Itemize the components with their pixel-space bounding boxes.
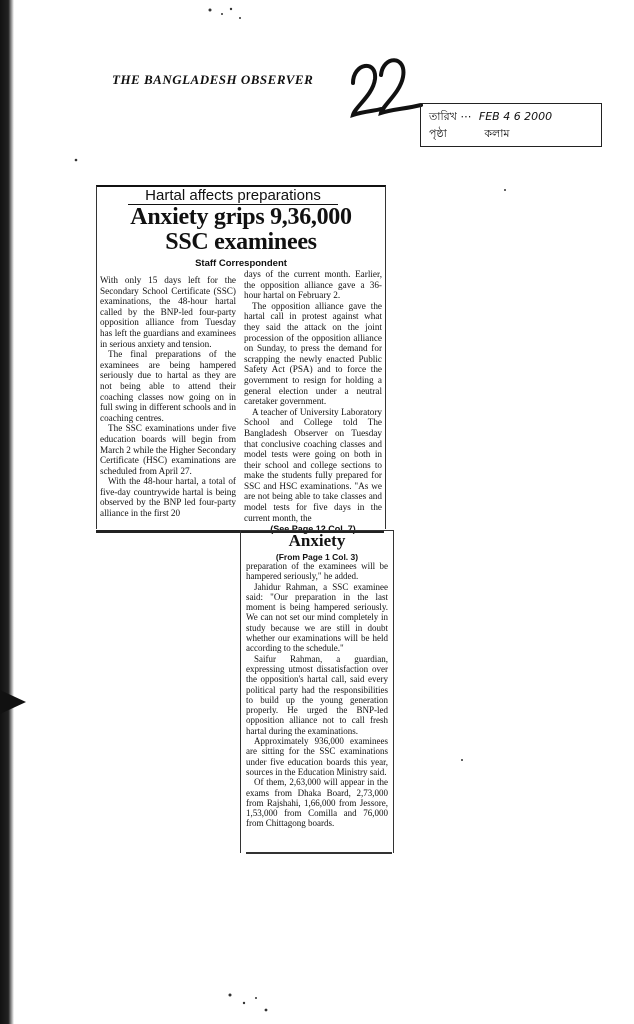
article-clipping bbox=[96, 185, 386, 530]
jump-from-reference: (From Page 1 Col. 3) bbox=[275, 552, 359, 562]
continuation-column bbox=[246, 561, 388, 829]
paragraph: The SSC examinations under five education boards will begin from March 2 while the Higher Secondary Certificate (HSC) examinations are scheduled from April 27. bbox=[100, 423, 236, 476]
article-column-1 bbox=[100, 275, 236, 519]
paragraph: preparation of the examinees will be hampered seriously," he added. bbox=[246, 561, 388, 582]
continuation-clipping bbox=[240, 530, 394, 856]
paragraph: With the 48-hour hartal, a total of five-day countrywide hartal is being observed by the BNP led four-party alliance in the first 20 bbox=[100, 476, 236, 519]
handwritten-page-number bbox=[345, 45, 425, 120]
paragraph: With only 15 days left for the Secondary School Certificate (SSC) examinations, the 48-hour hartal called by the BNP-led four-party opposition alliance from Tuesday has left the guardians and examinees in serious anxiety and tension. bbox=[100, 275, 236, 349]
paragraph: days of the current month. Earlier, the opposition alliance gave a 36-hour hartal on February 2. bbox=[244, 269, 382, 301]
newspaper-masthead: THE BANGLADESH OBSERVER bbox=[112, 72, 314, 87]
paragraph: Approximately 936,000 examinees are sitting for the SSC examinations under five education boards this year, sources in the Education Ministry said. bbox=[246, 736, 388, 777]
paragraph: Saifur Rahman, a guardian, expressing utmost dissatisfaction over the opposition's hartal call, said every political party had the responsibilities to build up the young generation properly. He urged the BNP-led opposition alliance not to call fresh hartal during the examinations. bbox=[246, 653, 388, 736]
paragraph: The opposition alliance gave the hartal call in protest against what they said the attack on the joint procession of the opposition alliance on Sunday, to press the demand for scrapping the newly enacted Public Safety Act (PSA) and to force the government to resign for holding a general election under a neutral caretaker government. bbox=[244, 300, 382, 407]
clipping-bottom-rule bbox=[246, 852, 392, 854]
continuation-headline: Anxiety bbox=[288, 531, 346, 550]
torn-corner bbox=[0, 690, 26, 714]
article-headline bbox=[96, 205, 386, 255]
article-column-2 bbox=[244, 269, 382, 535]
paragraph: A teacher of University Laboratory School and College told The Bangladesh Observer on Tuesday that conclusive coaching classes and model tests were going on both in their school and college sections to make the students fully prepared for SSC and HSC examinations. "As we are not being able to take classes and model tests for five days in the current month, the bbox=[244, 406, 382, 523]
paragraph: The final preparations of the examinees are being hampered seriously due to hartal as they are not being able to attend their coaching classes now going on in full swing in different schools and in coaching centres. bbox=[100, 349, 236, 423]
stamp-date-value: FEB 4 6 2000 bbox=[478, 110, 553, 123]
stamp-column-label: কলাম bbox=[484, 127, 510, 140]
headline-line-1: Anxiety grips 9,36,000 bbox=[130, 204, 352, 230]
stamp-date-label: তারিখ bbox=[429, 110, 457, 123]
article-kicker: Hartal affects preparations bbox=[128, 187, 338, 205]
page-number-scrawl bbox=[345, 45, 425, 120]
scan-edge bbox=[0, 0, 14, 1024]
stamp-page-label: পৃষ্ঠা bbox=[429, 127, 447, 140]
headline-line-2: SSC examinees bbox=[165, 229, 317, 255]
date-stamp: তারিখ ⋯ FEB 4 6 2000 পৃষ্ঠা কলাম bbox=[420, 103, 602, 147]
article-byline: Staff Correspondent bbox=[195, 258, 287, 269]
paragraph: Jahidur Rahman, a SSC examinee said: "Our preparation in the last moment is being hampered seriously. We can not set our mind completely in study because we are still in doubt whether our examinations will be held according to the schedule." bbox=[246, 581, 388, 654]
paragraph: Of them, 2,63,000 will appear in the exams from Dhaka Board, 2,73,000 from Rajshahi, 1,66,000 from Jessore, 1,53,000 from Comilla and 76,000 from Chittagong boards. bbox=[246, 777, 388, 829]
